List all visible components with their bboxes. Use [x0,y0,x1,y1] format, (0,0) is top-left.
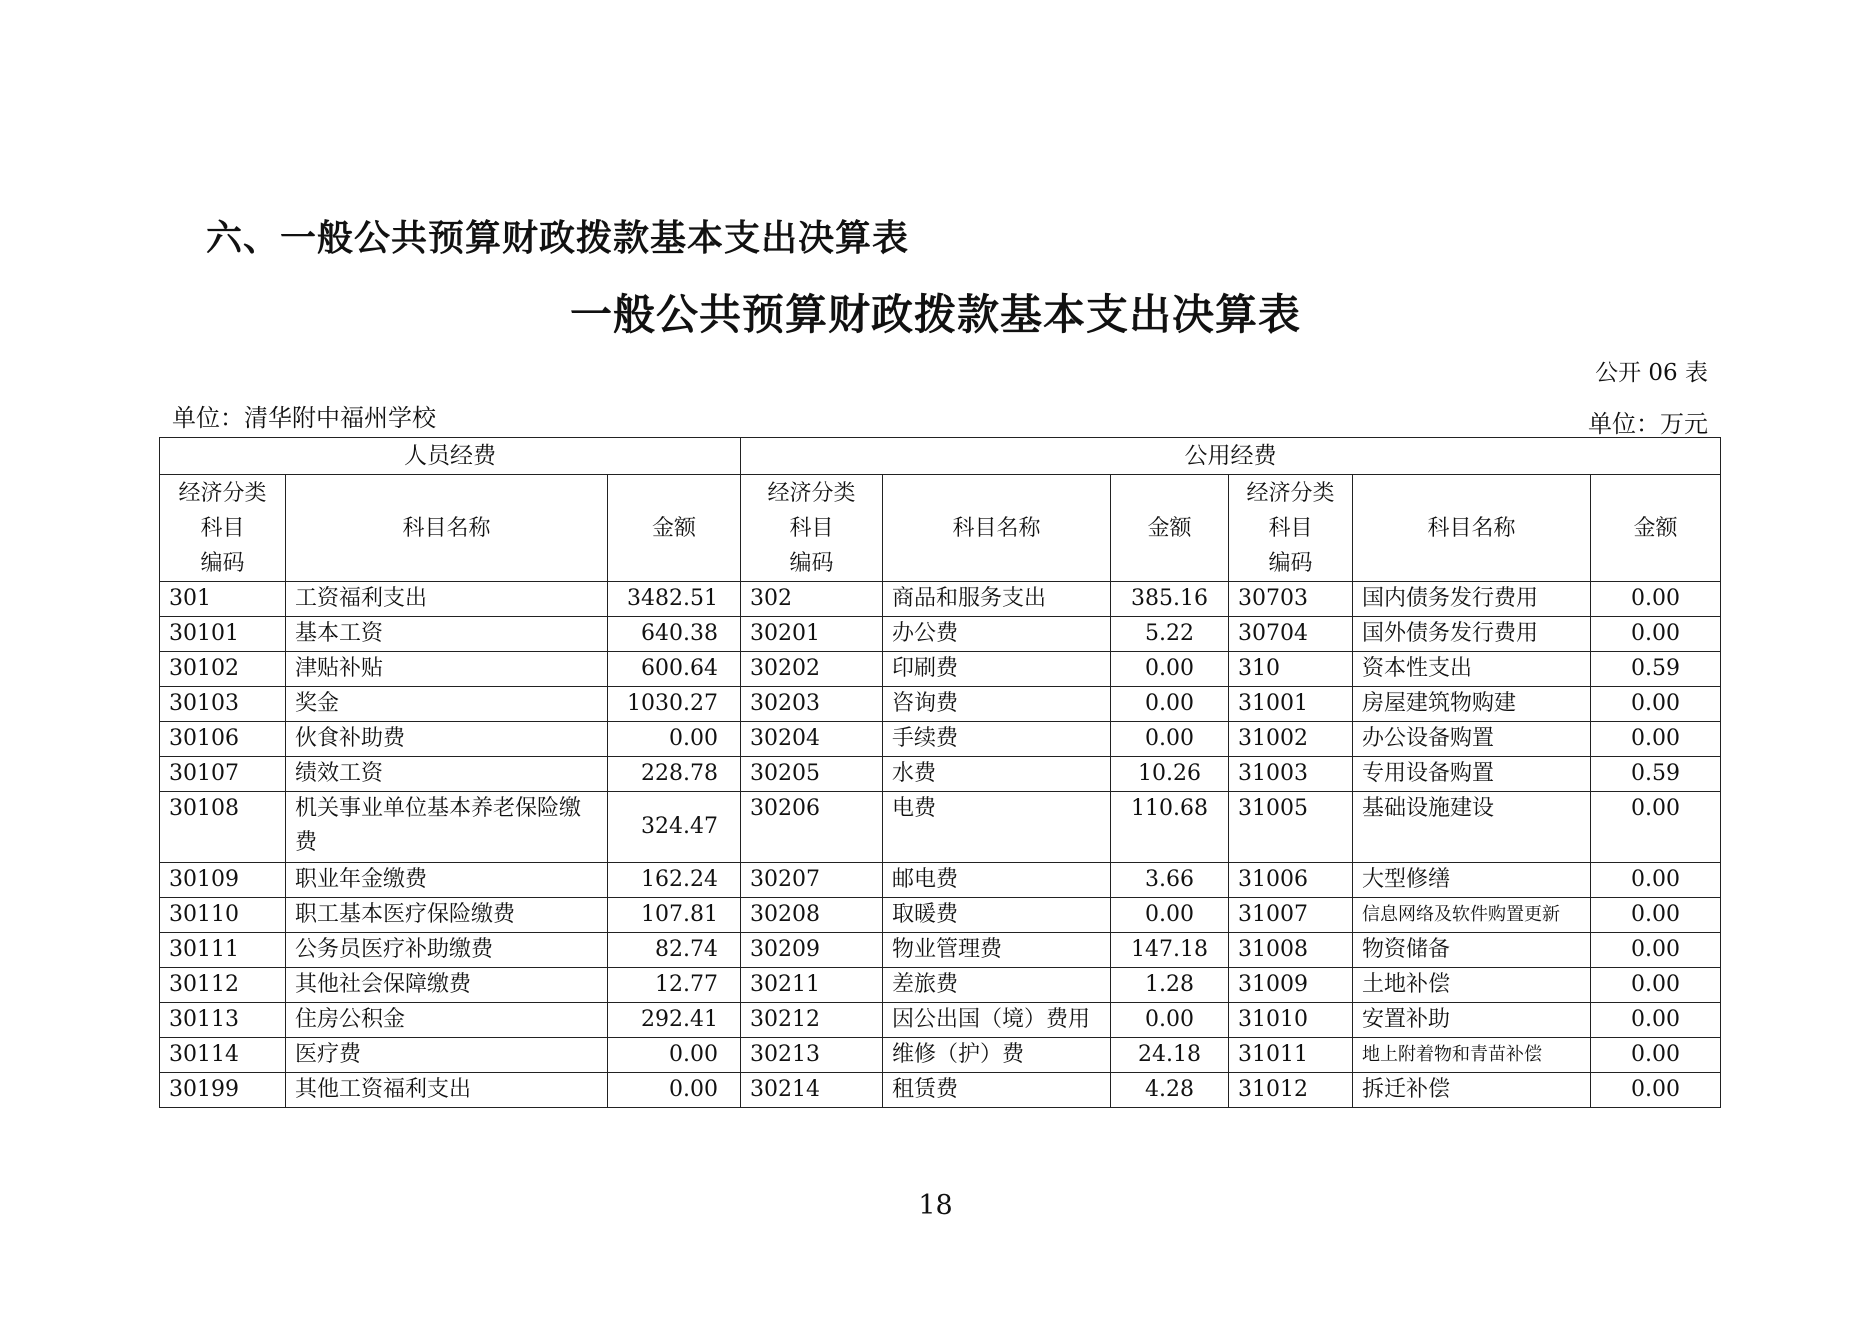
personnel-amount-cell: 292.41 [608,1003,741,1038]
goods-amount-cell: 0.00 [1111,722,1229,757]
capital-name-cell: 地上附着物和青苗补偿 [1353,1038,1591,1073]
personnel-amount-cell: 324.47 [608,792,741,863]
header-code-line: 科目 [1268,515,1313,541]
goods-code-cell: 30208 [741,898,883,933]
header-code-line: 编码 [200,550,245,576]
personnel-name-cell: 职工基本医疗保险缴费 [286,898,608,933]
capital-amount-cell: 0.00 [1591,1073,1721,1108]
personnel-code-cell: 30109 [160,863,286,898]
currency-unit-label: 单位：万元 [1588,410,1708,438]
capital-name-cell: 房屋建筑物购建 [1353,687,1591,722]
personnel-name-cell: 医疗费 [286,1038,608,1073]
goods-amount-cell: 110.68 [1111,792,1229,863]
personnel-name-cell: 其他工资福利支出 [286,1073,608,1108]
goods-code-cell: 30206 [741,792,883,863]
capital-amount-cell: 0.00 [1591,722,1721,757]
personnel-name-cell: 伙食补助费 [286,722,608,757]
header-code-line: 经济分类 [1246,480,1335,506]
personnel-amount-cell: 0.00 [608,1038,741,1073]
header-name: 科目名称 [1353,475,1591,582]
capital-name-cell: 资本性支出 [1353,652,1591,687]
header-code [1229,475,1353,582]
table-row [160,652,1721,687]
personnel-code-cell: 30102 [160,652,286,687]
header-code [160,475,286,582]
personnel-code-cell: 30107 [160,757,286,792]
goods-amount-cell: 3.66 [1111,863,1229,898]
goods-name-cell: 水费 [883,757,1111,792]
organization-unit-label: 单位：清华附中福州学校 [172,404,436,432]
table-row [160,1003,1721,1038]
column-header-row [160,475,1721,582]
budget-table [159,437,1721,1108]
capital-name-cell: 基础设施建设 [1353,792,1591,863]
capital-code-cell: 31010 [1229,1003,1353,1038]
personnel-name-cell: 职业年金缴费 [286,863,608,898]
capital-code-cell: 30703 [1229,582,1353,617]
capital-amount-cell: 0.00 [1591,617,1721,652]
personnel-amount-cell: 107.81 [608,898,741,933]
personnel-amount-cell: 1030.27 [608,687,741,722]
capital-amount-cell: 0.00 [1591,863,1721,898]
personnel-name-cell: 绩效工资 [286,757,608,792]
capital-amount-cell: 0.00 [1591,933,1721,968]
goods-code-cell: 30203 [741,687,883,722]
capital-amount-cell: 0.59 [1591,757,1721,792]
capital-amount-cell: 0.00 [1591,582,1721,617]
capital-code-cell: 31009 [1229,968,1353,1003]
header-code-line: 编码 [1268,550,1313,576]
capital-code-cell: 31007 [1229,898,1353,933]
personnel-amount-cell: 82.74 [608,933,741,968]
header-amount: 金额 [1111,475,1229,582]
personnel-code-cell: 30199 [160,1073,286,1108]
table-row [160,1073,1721,1108]
personnel-name-cell: 公务员医疗补助缴费 [286,933,608,968]
personnel-amount-cell: 0.00 [608,722,741,757]
capital-name-cell: 专用设备购置 [1353,757,1591,792]
goods-name-cell: 手续费 [883,722,1111,757]
goods-amount-cell: 147.18 [1111,933,1229,968]
personnel-name-cell: 住房公积金 [286,1003,608,1038]
personnel-name-cell: 基本工资 [286,617,608,652]
personnel-code-cell: 301 [160,582,286,617]
capital-name-cell: 物资储备 [1353,933,1591,968]
goods-name-cell: 差旅费 [883,968,1111,1003]
capital-name-cell: 办公设备购置 [1353,722,1591,757]
capital-name-cell: 国外债务发行费用 [1353,617,1591,652]
goods-amount-cell: 1.28 [1111,968,1229,1003]
capital-amount-cell: 0.00 [1591,968,1721,1003]
personnel-name-cell: 津贴补贴 [286,652,608,687]
header-code-line: 科目 [200,515,245,541]
personnel-name-cell: 奖金 [286,687,608,722]
table-row [160,863,1721,898]
goods-amount-cell: 0.00 [1111,687,1229,722]
capital-name-cell: 国内债务发行费用 [1353,582,1591,617]
personnel-code-cell: 30113 [160,1003,286,1038]
header-amount: 金额 [1591,475,1721,582]
capital-code-cell: 31002 [1229,722,1353,757]
goods-name-cell: 邮电费 [883,863,1111,898]
goods-code-cell: 30212 [741,1003,883,1038]
personnel-code-cell: 30114 [160,1038,286,1073]
goods-name-cell: 物业管理费 [883,933,1111,968]
goods-code-cell: 30201 [741,617,883,652]
capital-amount-cell: 0.00 [1591,792,1721,863]
goods-code-cell: 30209 [741,933,883,968]
capital-name-cell: 拆迁补偿 [1353,1073,1591,1108]
table-row [160,933,1721,968]
capital-code-cell: 31003 [1229,757,1353,792]
goods-amount-cell: 5.22 [1111,617,1229,652]
personnel-code-cell: 30110 [160,898,286,933]
goods-name-cell: 租赁费 [883,1073,1111,1108]
capital-amount-cell: 0.00 [1591,687,1721,722]
group-header-row [160,438,1721,475]
goods-name-cell: 印刷费 [883,652,1111,687]
table-row [160,792,1721,863]
table-title: 一般公共预算财政拨款基本支出决算表 [569,290,1301,339]
section-heading: 六、一般公共预算财政拨款基本支出决算表 [206,218,910,259]
personnel-amount-cell: 228.78 [608,757,741,792]
personnel-code-cell: 30106 [160,722,286,757]
goods-amount-cell: 24.18 [1111,1038,1229,1073]
personnel-amount-cell: 0.00 [608,1073,741,1108]
goods-code-cell: 30214 [741,1073,883,1108]
capital-name-cell: 安置补助 [1353,1003,1591,1038]
group-public: 公用经费 [741,438,1721,475]
personnel-name-cell: 其他社会保障缴费 [286,968,608,1003]
table-row [160,968,1721,1003]
goods-name-cell: 维修（护）费 [883,1038,1111,1073]
capital-name-cell: 土地补偿 [1353,968,1591,1003]
capital-code-cell: 31012 [1229,1073,1353,1108]
capital-code-cell: 31005 [1229,792,1353,863]
personnel-code-cell: 30101 [160,617,286,652]
goods-name-cell: 办公费 [883,617,1111,652]
page-number: 18 [918,1190,953,1221]
capital-name-cell: 信息网络及软件购置更新 [1353,898,1591,933]
capital-code-cell: 310 [1229,652,1353,687]
goods-code-cell: 30207 [741,863,883,898]
goods-amount-cell: 10.26 [1111,757,1229,792]
goods-name-cell: 因公出国（境）费用 [883,1003,1111,1038]
header-code [741,475,883,582]
header-code-line: 经济分类 [767,480,856,506]
goods-code-cell: 30211 [741,968,883,1003]
personnel-amount-cell: 162.24 [608,863,741,898]
table-row [160,1038,1721,1073]
capital-name-cell: 大型修缮 [1353,863,1591,898]
personnel-amount-cell: 3482.51 [608,582,741,617]
header-code-line: 经济分类 [178,480,267,506]
header-name: 科目名称 [286,475,608,582]
capital-amount-cell: 0.00 [1591,1003,1721,1038]
goods-name-cell: 商品和服务支出 [883,582,1111,617]
group-personnel: 人员经费 [160,438,741,475]
table-row [160,617,1721,652]
goods-code-cell: 30202 [741,652,883,687]
personnel-name-cell: 机关事业单位基本养老保险缴费 [286,792,608,863]
capital-amount-cell: 0.00 [1591,898,1721,933]
goods-code-cell: 30205 [741,757,883,792]
table-row [160,582,1721,617]
header-name: 科目名称 [883,475,1111,582]
goods-code-cell: 302 [741,582,883,617]
goods-amount-cell: 0.00 [1111,652,1229,687]
table-row [160,722,1721,757]
capital-code-cell: 30704 [1229,617,1353,652]
table-row [160,898,1721,933]
personnel-code-cell: 30103 [160,687,286,722]
goods-amount-cell: 0.00 [1111,1003,1229,1038]
personnel-code-cell: 30108 [160,792,286,863]
capital-code-cell: 31008 [1229,933,1353,968]
capital-code-cell: 31011 [1229,1038,1353,1073]
capital-amount-cell: 0.59 [1591,652,1721,687]
header-amount: 金额 [608,475,741,582]
goods-amount-cell: 385.16 [1111,582,1229,617]
goods-code-cell: 30204 [741,722,883,757]
goods-name-cell: 取暖费 [883,898,1111,933]
form-number: 公开 06 表 [1595,360,1708,386]
goods-name-cell: 咨询费 [883,687,1111,722]
goods-amount-cell: 4.28 [1111,1073,1229,1108]
personnel-amount-cell: 640.38 [608,617,741,652]
personnel-code-cell: 30111 [160,933,286,968]
capital-code-cell: 31006 [1229,863,1353,898]
capital-amount-cell: 0.00 [1591,1038,1721,1073]
personnel-name-cell: 工资福利支出 [286,582,608,617]
goods-name-cell: 电费 [883,792,1111,863]
capital-code-cell: 31001 [1229,687,1353,722]
goods-code-cell: 30213 [741,1038,883,1073]
personnel-code-cell: 30112 [160,968,286,1003]
goods-amount-cell: 0.00 [1111,898,1229,933]
header-code-line: 编码 [789,550,834,576]
table-row [160,687,1721,722]
personnel-amount-cell: 600.64 [608,652,741,687]
table-row [160,757,1721,792]
personnel-amount-cell: 12.77 [608,968,741,1003]
header-code-line: 科目 [789,515,834,541]
